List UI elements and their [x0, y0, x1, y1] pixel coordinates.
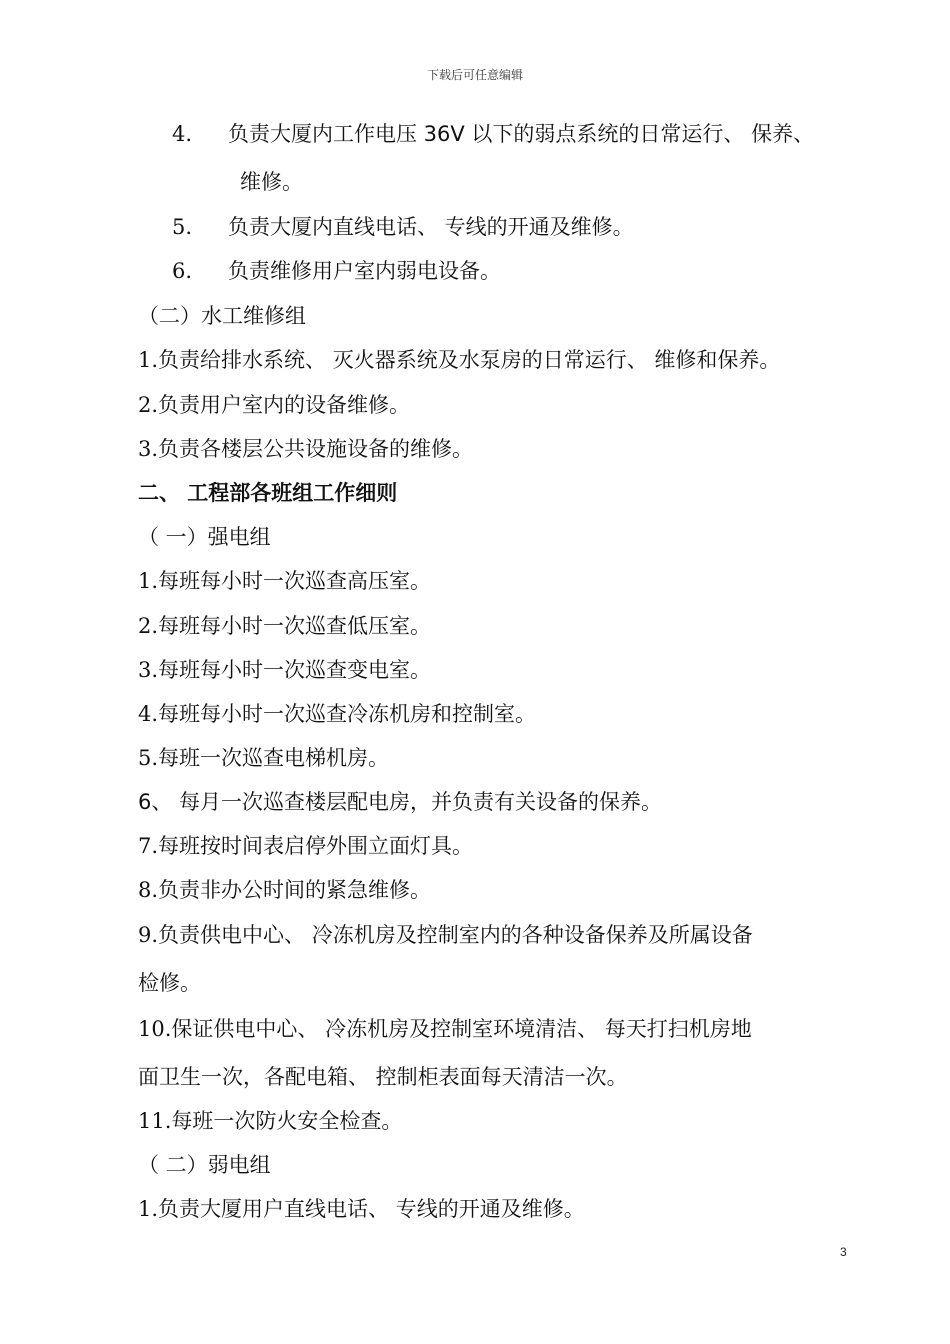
item-number: 1.	[138, 1197, 159, 1221]
item-text: 每班每小时一次巡查低压室。	[158, 614, 432, 638]
item-text: 每班一次防火安全检查。	[171, 1109, 403, 1133]
item-number: 6.	[172, 259, 193, 283]
list-item	[138, 656, 431, 684]
item-number: 3.	[138, 658, 159, 682]
list-item-continuation: 检修。	[138, 971, 201, 995]
item-text: 负责给排水系统、 灭火器系统及水泵房的日常运行、 维修和保养。	[158, 348, 781, 372]
item-number: 1.	[138, 348, 159, 372]
subsection-heading: （ 二）弱电组	[138, 1153, 271, 1177]
list-item	[138, 700, 536, 728]
item-number: 4.	[138, 702, 159, 726]
item-number: 8.	[138, 878, 159, 902]
list-item	[138, 346, 780, 374]
list-item	[172, 120, 814, 148]
item-text: 维修。	[240, 170, 303, 194]
item-number: 2.	[138, 614, 159, 638]
list-item-continuation: 面卫生一次，各配电箱、 控制柜表面每天清洁一次。	[138, 1065, 628, 1089]
list-item	[138, 1015, 752, 1043]
list-item-continuation	[240, 168, 303, 196]
item-text: 负责各楼层公共设施设备的维修。	[158, 437, 474, 461]
item-text: 保证供电中心、 冷冻机房及控制室环境清洁、 每天打扫机房地	[171, 1017, 752, 1041]
item-number: 5.	[172, 215, 193, 239]
list-item	[138, 567, 431, 595]
list-item	[172, 213, 634, 241]
item-number: 9.	[138, 923, 159, 947]
item-text: 负责大厦内工作电压 36V 以下的弱点系统的日常运行、 保养、	[228, 122, 815, 146]
page-header: 下载后可任意编辑	[426, 68, 523, 82]
page-number: 3	[840, 1245, 847, 1259]
section-heading: 二、 工程部各班组工作细则	[138, 481, 398, 505]
item-number: 5.	[138, 746, 159, 770]
list-item	[138, 435, 473, 463]
item-number: 4.	[172, 122, 193, 146]
list-item	[138, 1107, 402, 1135]
subsection-heading: （二）水工维修组	[138, 304, 306, 328]
item-number: 10.	[138, 1017, 172, 1041]
item-text: 负责大厦用户直线电话、 专线的开通及维修。	[158, 1197, 585, 1221]
item-number: 2.	[138, 393, 159, 417]
list-item	[138, 744, 389, 772]
item-text: 每班按时间表启停外围立面灯具。	[158, 834, 474, 858]
item-text: 每班每小时一次巡查变电室。	[158, 658, 432, 682]
list-item	[138, 832, 473, 860]
list-item	[138, 1195, 585, 1223]
item-text: 每班每小时一次巡查高压室。	[158, 569, 432, 593]
item-number: 1.	[138, 569, 159, 593]
item-number: 3.	[138, 437, 159, 461]
item-text: 负责维修用户室内弱电设备。	[228, 259, 501, 283]
list-item	[138, 876, 431, 904]
list-item	[172, 257, 501, 285]
item-text: 每班一次巡查电梯机房。	[158, 746, 390, 770]
list-item	[138, 921, 753, 949]
item-text: 负责供电中心、 冷冻机房及控制室内的各种设备保养及所属设备	[158, 923, 753, 947]
list-item	[138, 391, 410, 419]
item-text: 每班每小时一次巡查冷冻机房和控制室。	[158, 702, 537, 726]
item-number: 11.	[138, 1109, 172, 1133]
list-item	[138, 612, 431, 640]
item-text: 负责用户室内的设备维修。	[158, 393, 411, 417]
item-text: 负责大厦内直线电话、 专线的开通及维修。	[228, 215, 634, 239]
list-item: 6、 每月一次巡查楼层配电房，并负责有关设备的保养。	[138, 790, 663, 814]
item-number: 7.	[138, 834, 159, 858]
item-text: 负责非办公时间的紧急维修。	[158, 878, 432, 902]
subsection-heading: （ 一）强电组	[138, 525, 271, 549]
